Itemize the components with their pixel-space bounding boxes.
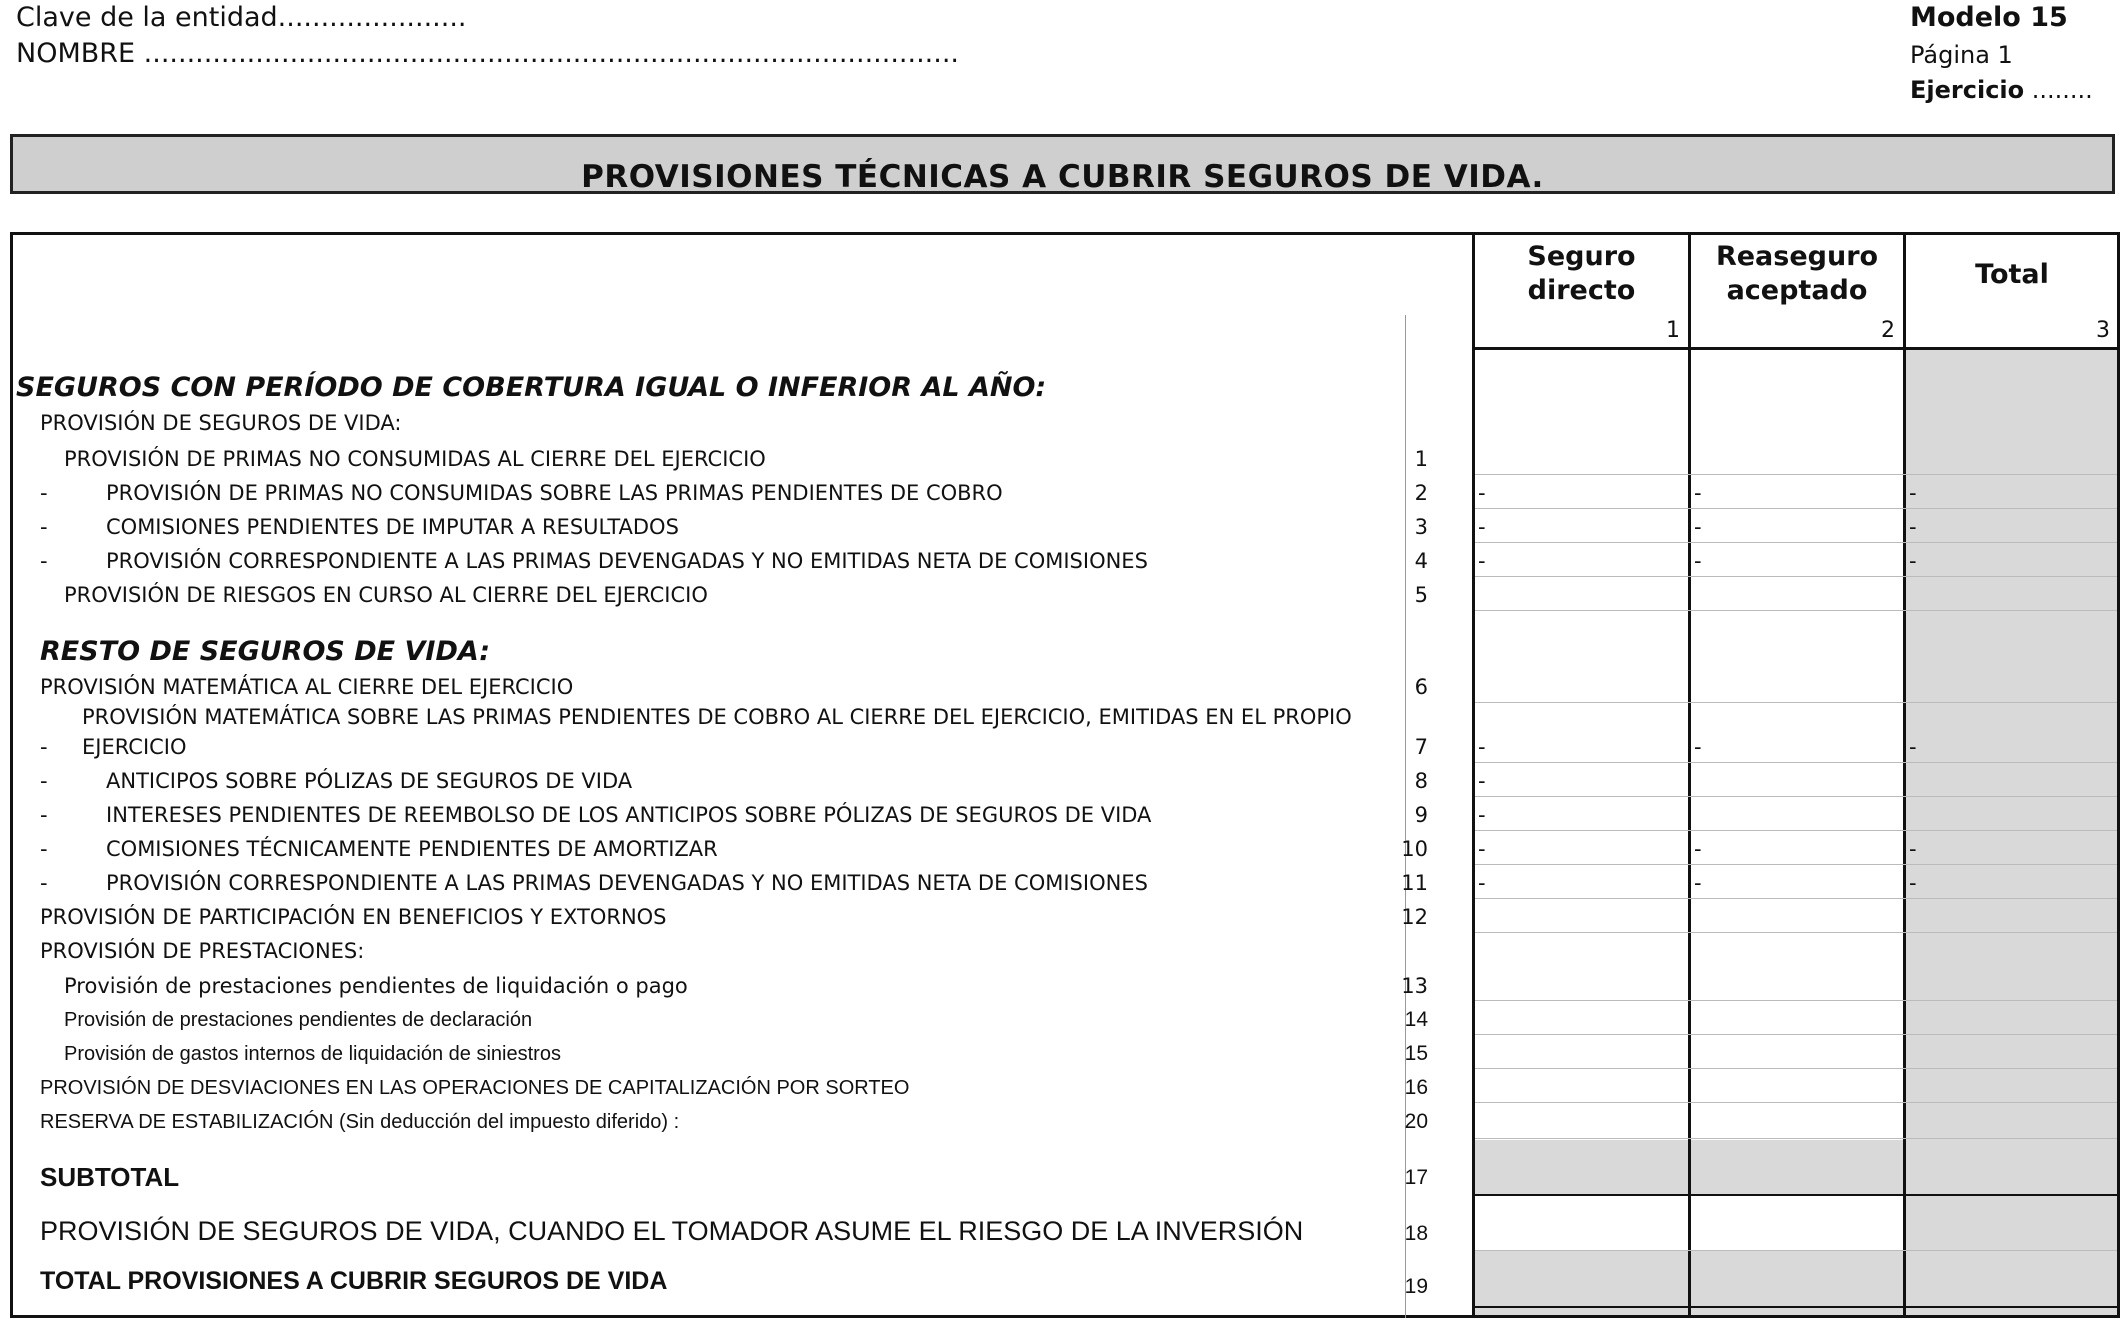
cell-dash: - (1909, 481, 1917, 505)
row-label-3: COMISIONES PENDIENTES DE IMPUTAR A RESULTADOS (106, 515, 679, 539)
section-subheading: PROVISIÓN DE SEGUROS DE VIDA: (40, 411, 402, 435)
cell-dash: - (1694, 549, 1702, 573)
cell-dash: - (1478, 837, 1486, 861)
cell-dash: - (1694, 481, 1702, 505)
row-label-2: PROVISIÓN DE PRIMAS NO CONSUMIDAS SOBRE LAS PRIMAS PENDIENTES DE COBRO (106, 481, 1003, 505)
row-line (1475, 830, 2117, 831)
row-line (1475, 1102, 2117, 1103)
nombre-label: NOMBRE ............................................................................................... (16, 38, 960, 69)
row-number-17: 17 (1404, 1166, 1428, 1189)
cell-dash: - (1909, 871, 1917, 895)
row-prefix: - (40, 481, 48, 505)
cell-dash: - (1694, 515, 1702, 539)
subtotal-bottom-line (1475, 1194, 2117, 1196)
cell-dash: - (1478, 481, 1486, 505)
row-label-7-line2: EJERCICIO (82, 735, 187, 759)
title-banner (10, 134, 2115, 194)
row-line (1475, 1250, 2117, 1251)
row-label-9: INTERESES PENDIENTES DE REEMBOLSO DE LOS ANTICIPOS SOBRE PÓLIZAS DE SEGUROS DE VIDA (106, 803, 1152, 827)
row-line (1475, 542, 2117, 543)
row-line (1475, 1000, 2117, 1001)
row-line (1475, 796, 2117, 797)
cell-dash: - (1478, 871, 1486, 895)
row-number-10: 10 (1401, 837, 1428, 861)
row-label-18: PROVISIÓN DE SEGUROS DE VIDA, CUANDO EL TOMADOR ASUME EL RIESGO DE LA INVERSIÓN (40, 1216, 1304, 1246)
cell-dash: - (1478, 769, 1486, 793)
col-divider-3 (1903, 234, 1906, 1318)
row-label-14: Provisión de prestaciones pendientes de declaración (64, 1009, 533, 1031)
row-line (1475, 1138, 2117, 1139)
row-number-13: 13 (1401, 974, 1428, 998)
row-prefix: - (40, 549, 48, 573)
row-prefix: - (40, 735, 48, 759)
row-label-16: PROVISIÓN DE DESVIACIONES EN LAS OPERACIONES DE CAPITALIZACIÓN POR SORTEO (40, 1077, 910, 1099)
row-line (1475, 864, 2117, 865)
row-number-6: 6 (1414, 675, 1428, 699)
row-label-1: PROVISIÓN DE PRIMAS NO CONSUMIDAS AL CIERRE DEL EJERCICIO (64, 447, 766, 471)
row-line (1475, 474, 2117, 475)
row-label-4: PROVISIÓN CORRESPONDIENTE A LAS PRIMAS DEVENGADAS Y NO EMITIDAS NETA DE COMISIONES (106, 549, 1148, 573)
col-header-seguro-directo: Seguro directo (1527, 241, 1636, 306)
cell-dash: - (1909, 549, 1917, 573)
row-label-prestaciones: PROVISIÓN DE PRESTACIONES: (40, 939, 365, 963)
row-number-5: 5 (1414, 583, 1428, 607)
row-label-13: Provisión de prestaciones pendientes de liquidación o pago (64, 974, 688, 998)
cell-dash: - (1694, 871, 1702, 895)
row-label-8: ANTICIPOS SOBRE PÓLIZAS DE SEGUROS DE VIDA (106, 769, 633, 793)
row-prefix: - (40, 837, 48, 861)
row-label-total: TOTAL PROVISIONES A CUBRIR SEGUROS DE VIDA (40, 1267, 668, 1295)
row-label-subtotal: SUBTOTAL (40, 1162, 180, 1192)
modelo-label: Modelo 15 (1910, 2, 2068, 33)
row-label-6: PROVISIÓN MATEMÁTICA AL CIERRE DEL EJERCICIO (40, 675, 574, 699)
cell-dash: - (1478, 515, 1486, 539)
row-number-15: 15 (1404, 1042, 1428, 1065)
row-label-12: PROVISIÓN DE PARTICIPACIÓN EN BENEFICIOS Y EXTORNOS (40, 905, 667, 929)
row-line (1475, 898, 2117, 899)
ejercicio-label: Ejercicio (1910, 76, 2025, 104)
row-line (1475, 932, 2117, 933)
ejercicio-field (1910, 76, 2093, 104)
row-prefix: - (40, 871, 48, 895)
row-number-16: 16 (1404, 1076, 1428, 1099)
row-number-20: 20 (1404, 1110, 1428, 1133)
row-number-18: 18 (1404, 1222, 1428, 1245)
row-line (1475, 762, 2117, 763)
cell-dash: - (1909, 515, 1917, 539)
row-line (1475, 702, 2117, 703)
row-number-11: 11 (1401, 871, 1428, 895)
row-label-20: RESERVA DE ESTABILIZACIÓN (Sin deducción del impuesto diferido) : (40, 1111, 680, 1133)
row-number-3: 3 (1414, 515, 1428, 539)
row-label-5: PROVISIÓN DE RIESGOS EN CURSO AL CIERRE DEL EJERCICIO (64, 583, 708, 607)
total-double-line (1475, 1306, 2117, 1308)
section-heading-rest: RESTO DE SEGUROS DE VIDA: (40, 636, 491, 667)
col-divider-1 (1472, 234, 1475, 1318)
clave-entidad-label: Clave de la entidad...................... (16, 2, 467, 33)
row-label-15: Provisión de gastos internos de liquidación de siniestros (64, 1043, 561, 1065)
row-prefix: - (40, 515, 48, 539)
col-number-1: 1 (1666, 318, 1680, 343)
cell-dash: - (1478, 549, 1486, 573)
row-number-19: 19 (1404, 1275, 1428, 1298)
total-column-shade (1905, 350, 2117, 1315)
row-number-2: 2 (1414, 481, 1428, 505)
cell-dash: - (1694, 837, 1702, 861)
row-label-7-line1: PROVISIÓN MATEMÁTICA SOBRE LAS PRIMAS PENDIENTES DE COBRO AL CIERRE DEL EJERCICIO, EMITIDAS EN EL PROPIO (82, 705, 1352, 729)
pagina-label: Página 1 (1910, 41, 2013, 69)
section-heading-short-term: SEGUROS CON PERÍODO DE COBERTURA IGUAL O INFERIOR AL AÑO: (16, 372, 1047, 403)
col-header-total: Total (1975, 259, 2049, 290)
cell-dash: - (1478, 803, 1486, 827)
row-number-8: 8 (1414, 769, 1428, 793)
row-line (1475, 1068, 2117, 1069)
col-number-3: 3 (2096, 318, 2110, 343)
row-number-12: 12 (1401, 905, 1428, 929)
col-header-reaseguro-aceptado: Reaseguro aceptado (1715, 241, 1879, 306)
cell-dash: - (1478, 735, 1486, 759)
row-label-11: PROVISIÓN CORRESPONDIENTE A LAS PRIMAS DEVENGADAS Y NO EMITIDAS NETA DE COMISIONES (106, 871, 1148, 895)
ejercicio-dots: ........ (2031, 76, 2093, 104)
row-number-1: 1 (1414, 447, 1428, 471)
row-line (1475, 508, 2117, 509)
row-line (1475, 1034, 2117, 1035)
row-prefix: - (40, 803, 48, 827)
row-number-4: 4 (1414, 549, 1428, 573)
row-number-14: 14 (1404, 1008, 1428, 1031)
cell-dash: - (1694, 735, 1702, 759)
row-line (1475, 610, 2117, 611)
row-line (1475, 576, 2117, 577)
page-title: PROVISIONES TÉCNICAS A CUBRIR SEGUROS DE VIDA. (581, 159, 1544, 195)
cell-dash: - (1909, 837, 1917, 861)
cell-dash: - (1909, 735, 1917, 759)
header-bottom-line (1472, 347, 2120, 350)
col-divider-2 (1688, 234, 1691, 1318)
col-number-2: 2 (1881, 318, 1895, 343)
row-number-9: 9 (1414, 803, 1428, 827)
row-number-7: 7 (1414, 735, 1428, 759)
row-prefix: - (40, 769, 48, 793)
row-label-10: COMISIONES TÉCNICAMENTE PENDIENTES DE AMORTIZAR (106, 837, 718, 861)
